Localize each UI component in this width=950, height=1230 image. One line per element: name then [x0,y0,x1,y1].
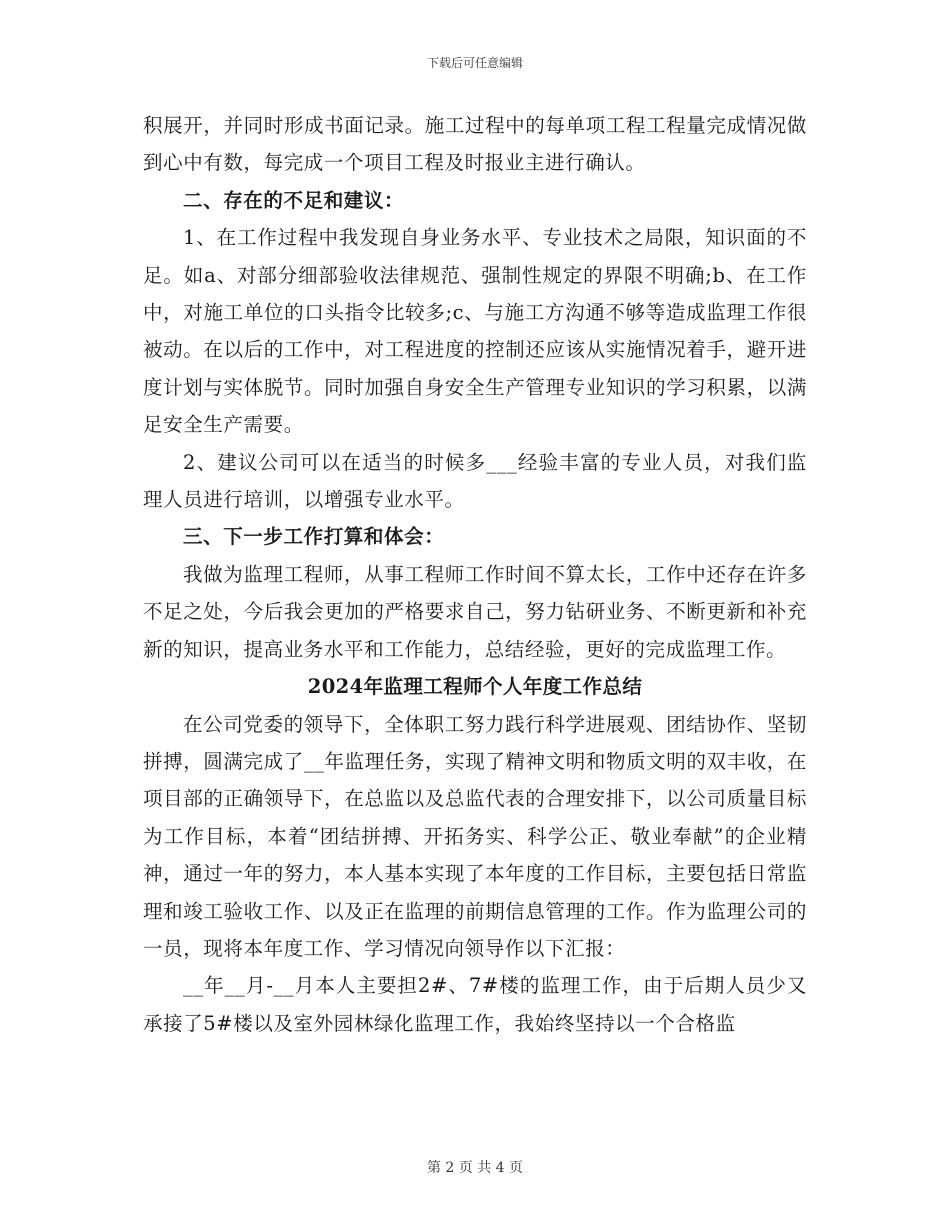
paragraph-deficiency-2: 2、建议公司可以在适当的时候多___经验丰富的专业人员，对我们监理人员进行培训，以增强专业水平。 [143,450,807,512]
section-heading-next-steps: 三、下一步工作打算和体会： [183,525,445,549]
page-header: 下载后可任意编辑 [426,56,523,70]
paragraph-continuation: 积展开，并同时形成书面记录。施工过程中的每单项工程工程量完成情况做到心中有数，每完成一个项目工程及时报业主进行确认。 [143,114,807,175]
paragraph-intro: 在公司党委的领导下，全体职工努力践行科学进展观、团结协作、坚韧拼搏，圆满完成了__年监理任务，实现了精神文明和物质文明的双丰收，在项目部的正确领导下，在总监以及总监代表的合理安排下，以公司质量目标为工作目标，本着“团结拼搏、开拓务实、科学公正、敬业奉献”的企业精神，通过一年的努力，本人基本实现了本年度的工作目标，主要包括日常监理和竣工验收工作、以及正在监理的前期信息管理的工作。作为监理公司的一员，现将本年度工作、学习情况向领导作以下汇报： [143,712,807,960]
document-body [143,107,807,1042]
paragraph-next-steps: 我做为监理工程师，从事工程师工作时间不算太长，工作中还存在许多不足之处，今后我会更加的严格要求自己，努力钻研业务、不断更新和补充新的知识，提高业务水平和工作能力，总结经验，更好的完成监理工作。 [143,562,807,661]
paragraph-deficiency-1: 1、在工作过程中我发现自身业务水平、专业技术之局限，知识面的不足。如a、对部分细部验收法律规范、强制性规定的界限不明确;b、在工作中，对施工单位的口头指令比较多;c、与施工方沟通不够等造成监理工作很被动。在以后的工作中，对工程进度的控制还应该从实施情况着手，避开进度计划与实体脱节。同时加强自身安全生产管理专业知识的学习积累，以满足安全生产需要。 [143,226,807,437]
page-footer: 第 2 页 共 4 页 [426,1160,524,1176]
document-title: 2024年监理工程师个人年度工作总结 [307,675,643,699]
paragraph-work-summary: __年__月-__月本人主要担2#、7#楼的监理工作，由于后期人员少又承接了5#楼以及室外园林绿化监理工作，我始终坚持以一个合格监 [143,974,807,1035]
section-heading-deficiencies: 二、存在的不足和建议： [183,188,405,212]
